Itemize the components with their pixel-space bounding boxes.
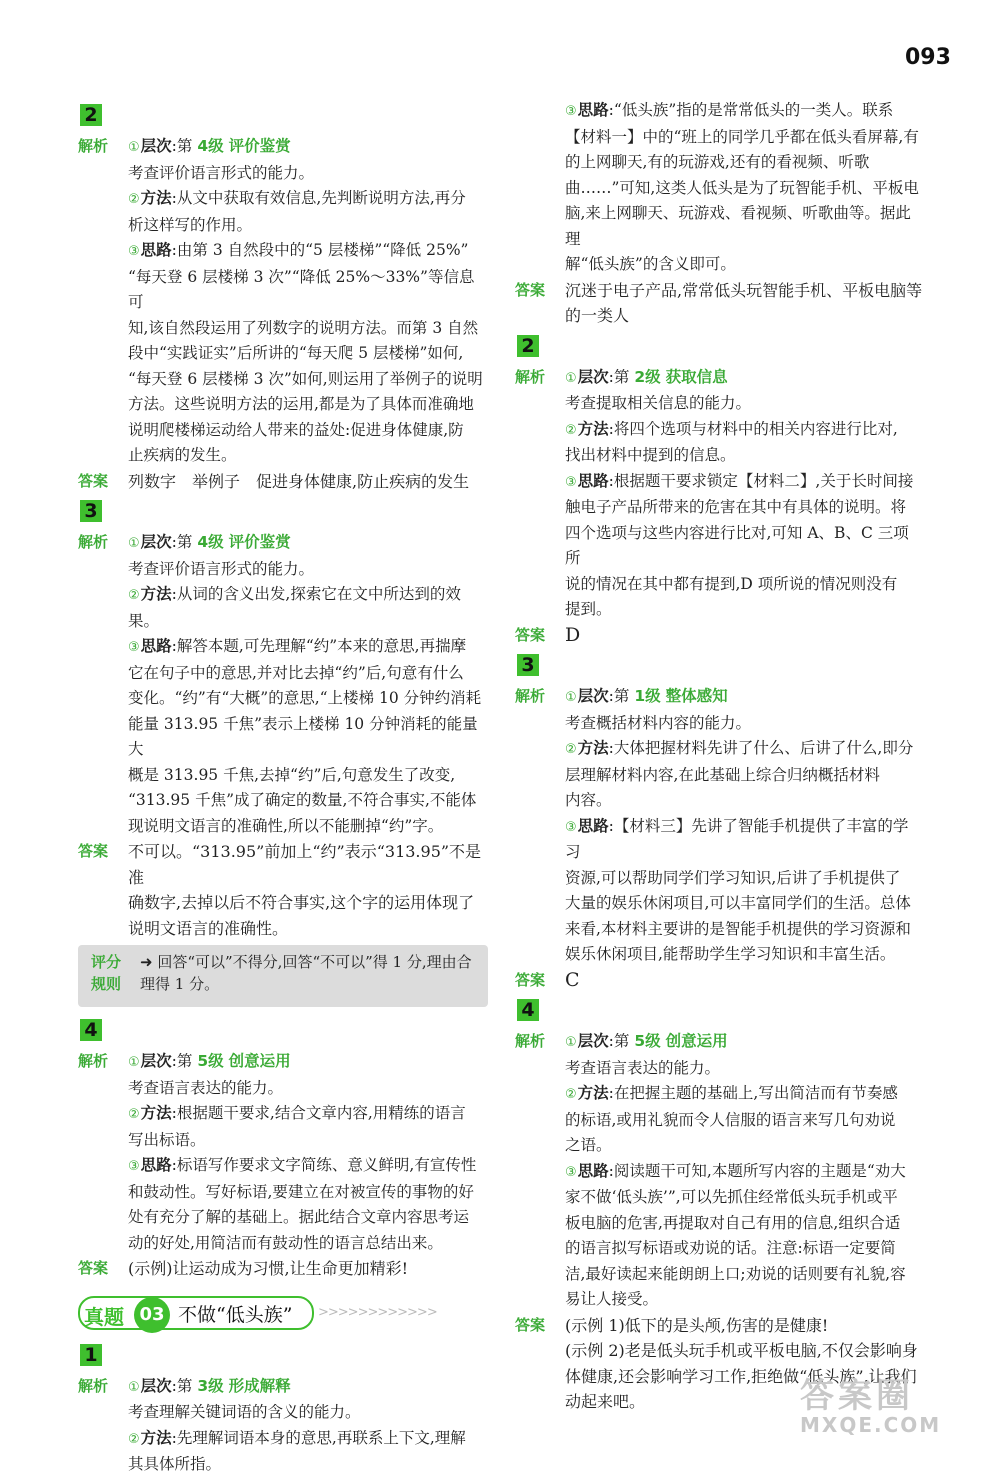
section-header [78, 1296, 488, 1332]
page-number: 093 [905, 45, 951, 70]
answer-label: 答案 [78, 842, 109, 860]
analysis-block: 解析 ①层次:第 1级 整体感知 考查概括材料内容的能力。 ②方法:大体把握材料先讲了什么、后讲了什么,即分 层理解材料内容,在此基础上综合归纳概括材料 内容。 ③思路:【材料三】先讲了智能手机提供了丰富的学习 资源,可以帮助同学们学习知识,后讲了手机提供了 大量的娱乐休闲项目,可以丰富同学们的生活。总体 来看,本材料主要讲的是智能手机提供的学习资源和 娱乐休闲项目,能帮助学生学习知识和丰富生活。 [515, 684, 923, 968]
question-number: 4 [80, 1019, 102, 1041]
answer-label: 答案 [78, 471, 109, 490]
analysis-label: 解析 [515, 367, 546, 386]
question-number: 3 [517, 654, 539, 676]
answer-label: 答案 [515, 625, 546, 644]
analysis-label: 解析 [78, 533, 109, 551]
analysis-block: 解析 ①层次:第 4级 评价鉴赏 考查评价语言形式的能力。 ②方法:从词的含义出发,探索它在文中所达到的效果。 ③思路:解答本题,可先理解“约”本来的意思,再揣摩 它在句子中的意思,并对比去掉“约”后,句意有什么 变化。“约”有“大概”的意思,“上楼梯 10 分钟约消耗 能量 313.95 千焦”表示上楼梯 10 分钟消耗的能量大 概是 313.95 千焦,去掉“约”后,句意发生了改变, “313.95 千焦”成了确定的数量,不符合事实,不能体 现说明文语言的准确性,所以不能删掉“约”字。 [78, 530, 488, 839]
analysis-label: 解析 [515, 1032, 546, 1050]
question-number: 2 [80, 104, 102, 126]
answer-label: 答案 [78, 1259, 109, 1277]
question-number: 2 [517, 335, 539, 357]
answer-block: 答案 D [515, 623, 923, 649]
question-number: 1 [80, 1344, 102, 1366]
section-title: 不做“低头族” [178, 1303, 293, 1326]
arrow-decoration-icon: >>>>>>>>>>>> [318, 1304, 437, 1320]
section-tag: 真题 [84, 1304, 124, 1329]
level-name: 评价鉴赏 [228, 533, 291, 551]
answer-label: 答案 [515, 1315, 546, 1334]
level-name: 创意运用 [665, 1032, 728, 1050]
level-name: 获取信息 [665, 367, 728, 386]
analysis-label: 解析 [78, 137, 109, 155]
level-name: 创意运用 [228, 1052, 291, 1070]
scoring-rule-label: 评分规则 [90, 953, 121, 993]
watermark-logo [800, 1368, 985, 1438]
section-number: 03 [134, 1297, 170, 1333]
level-name: 评价鉴赏 [228, 137, 291, 155]
answer-block: 答案 (示例)让运动成为习惯,让生命更加精彩! [78, 1256, 488, 1282]
question-number: 4 [517, 999, 539, 1021]
question-number: 3 [80, 500, 102, 522]
analysis-block: ③思路:“低头族”指的是常常低头的一类人。联系 【材料一】中的“班上的同学几乎都在低头看屏幕,有 的上网聊天,有的玩游戏,还有的看视频、听歌 曲……”可知,这类人低头是为了玩智能手机、平板电 脑,来上网聊天、玩游戏、看视频、听歌曲等。据此理 解“低头族”的含义即可。 [565, 101, 919, 273]
section-header-box [78, 1296, 314, 1330]
answer-block: 答案 列数字 举例子 促进身体健康,防止疾病的发生 [78, 469, 488, 495]
level-name: 整体感知 [665, 687, 728, 705]
analysis-block: 解析 ①层次:第 3级 形成解释 考查理解关键词语的含义的能力。 ②方法:先理解词语本身的意思,再联系上下文,理解 其具体所指。 [78, 1374, 488, 1478]
scoring-rule-text: ➜ 回答“可以”不得分,回答“不可以”得 1 分,理由合理得 1 分。 [140, 953, 472, 993]
analysis-label: 解析 [78, 1376, 109, 1395]
answer-label: 答案 [515, 970, 546, 989]
scoring-rule-box [78, 945, 488, 1007]
analysis-block: 解析 ①层次:第 5级 创意运用 考查语言表达的能力。 ②方法:根据题干要求,结合文章内容,用精练的语言 写出标语。 ③思路:标语写作要求文字简练、意义鲜明,有宣传性 和鼓动性。写好标语,要建立在对被宣传的事物的好 处有充分了解的基础上。据此结合文章内容思考运 动的好处,用简洁而有鼓动性的语言总结出来。 [78, 1049, 488, 1256]
analysis-block: 解析 ①层次:第 5级 创意运用 考查语言表达的能力。 ②方法:在把握主题的基础上,写出简洁而有节奏感 的标语,或用礼貌而令人信服的语言来写几句劝说 之语。 ③思路:阅读题干可知,本题所写内容的主题是“劝大 家不做‘低头族’”,可以先抓住经常低头玩手机或平 板电脑的危害,再提取对自己有用的信息,组织合适 的语言拟写标语或劝说的话。注意:标语一定要简 洁,最好读起来能朗朗上口;劝说的话则要有礼貌,容 易让人接受。 [515, 1029, 923, 1313]
answer-block: 答案 C [515, 968, 923, 994]
answer-block: 答案 (示例 1)低下的是头颅,伤害的是健康! (示例 2)老是低头玩手机或平板电脑,不仅会影响身 体健康,还会影响学习工作,拒绝做“低头族”,让我们 动起来吧。 [515, 1313, 923, 1415]
analysis-block: 解析 ①层次:第 4级 评价鉴赏 考查评价语言形式的能力。 ②方法:从文中获取有效信息,先判断说明方法,再分 析这样写的作用。 ③思路:由第 3 自然段中的“5 层楼梯”“降低 25%” “每天登 6 层楼梯 3 次”“降低 25%～33%”等信息可 知,该自然段运用了列数字的说明方法。而第 3 自然 段中“实践证实”后所讲的“每天爬 5 层楼梯”如何, “每天登 6 层楼梯 3 次”如何,则运用了举例子的说明 方法。这些说明方法的运用,都是为了具体而准确地 说明爬楼梯运动给人带来的益处:促进身体健康,防 止疾病的发生。 [78, 134, 488, 469]
right-column [515, 98, 923, 1415]
analysis-label: 解析 [78, 1052, 109, 1070]
watermark-url: MXQE.COM [800, 1413, 942, 1437]
left-column [78, 98, 488, 1478]
answer-block: 答案 不可以。“313.95”前加上“约”表示“313.95”不是准 确数字,去掉以后不符合事实,这个字的运用体现了 说明文语言的准确性。 [78, 839, 488, 941]
answer-block: 答案 沉迷于电子产品,常常低头玩智能手机、平板电脑等 的一类人 [515, 278, 923, 329]
analysis-block: 解析 ①层次:第 2级 获取信息 考查提取相关信息的能力。 ②方法:将四个选项与材料中的相关内容进行比对, 找出材料中提到的信息。 ③思路:根据题干要求锁定【材料二】,关于长时间接 触电子产品所带来的危害在其中有具体的说明。将 四个选项与这些内容进行比对,可知 A、B、C 三项所 说的情况在其中都有提到,D 项所说的情况则没有 提到。 [515, 365, 923, 623]
analysis-label: 解析 [515, 687, 546, 705]
answer-label: 答案 [515, 280, 546, 299]
watermark-text: 答案圈 [800, 1376, 914, 1416]
level-name: 形成解释 [228, 1376, 291, 1395]
